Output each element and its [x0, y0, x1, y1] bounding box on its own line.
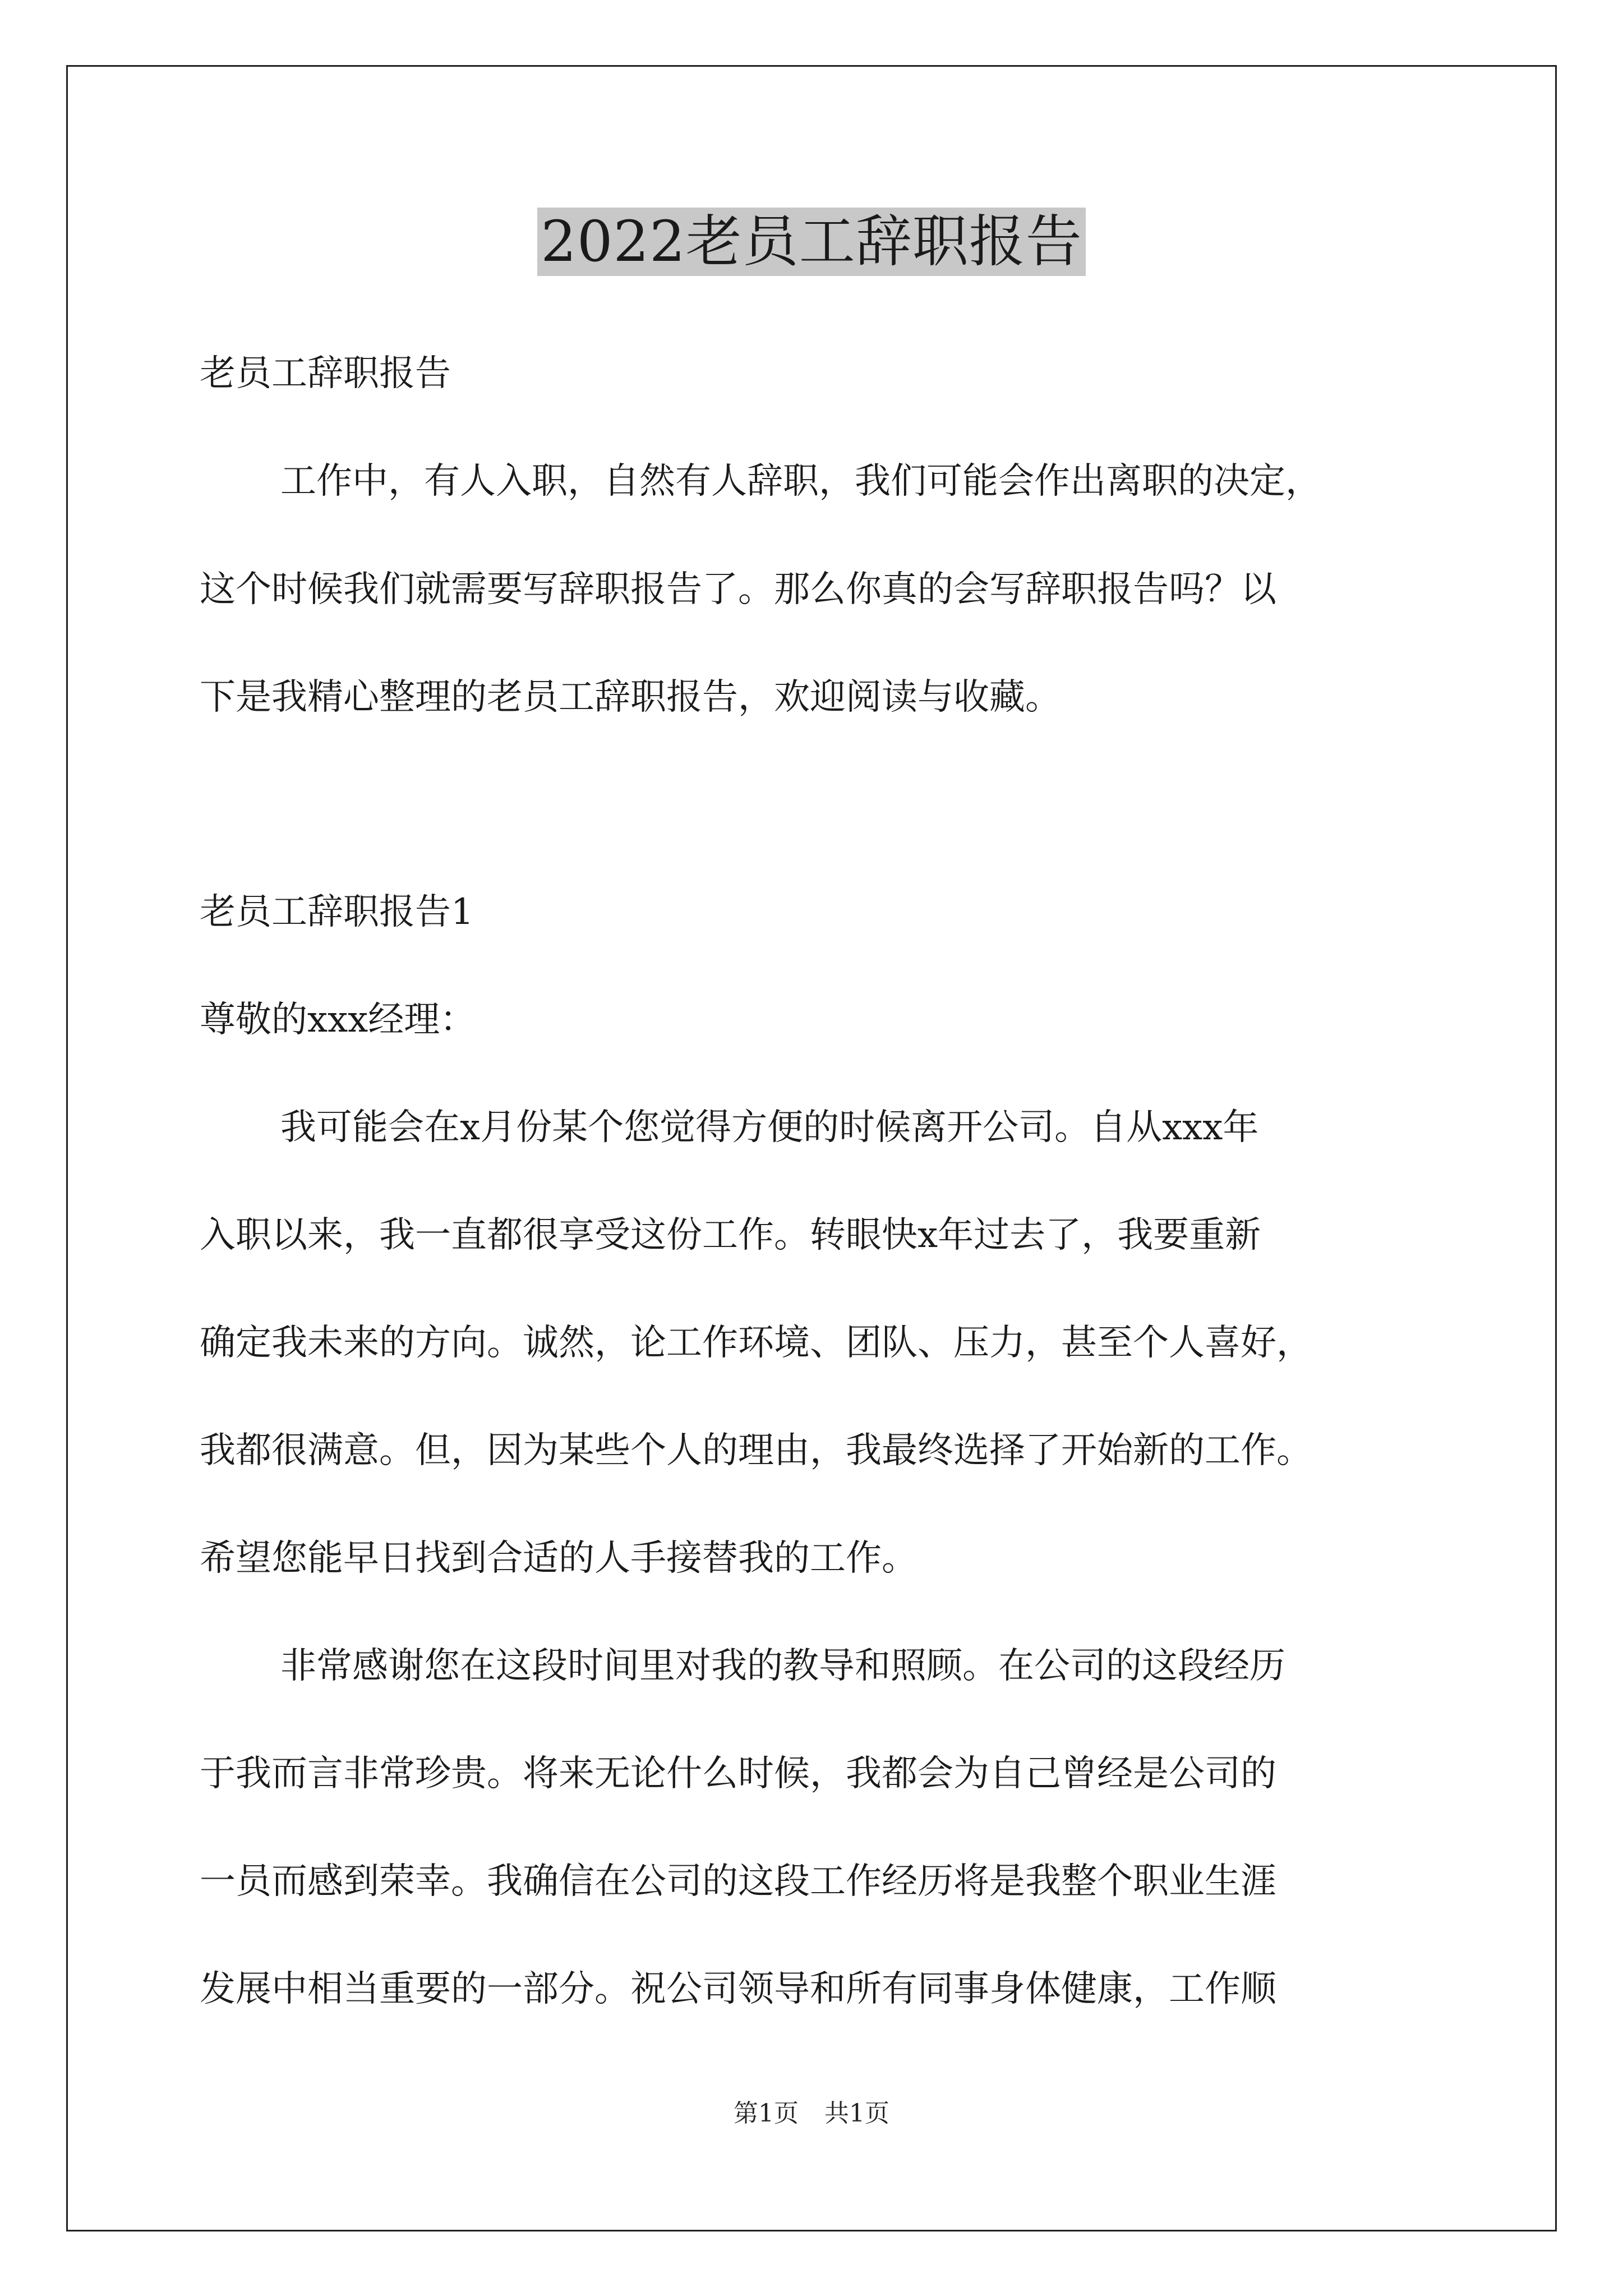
body-line: 一员而感到荣幸。我确信在公司的这段工作经历将是我整个职业生涯 — [200, 1861, 1276, 1902]
title-container — [0, 208, 1623, 276]
body-line: 下是我精心整理的老员工辞职报告，欢迎阅读与收藏。 — [200, 677, 1061, 718]
subtitle-line: 老员工辞职报告 — [200, 353, 451, 394]
page-number-current: 第1页 — [734, 2099, 799, 2128]
body-line: 非常感谢您在这段时间里对我的教导和照顾。在公司的这段经历 — [280, 1645, 1285, 1687]
body-line: 入职以来，我一直都很享受这份工作。转眼快x年过去了，我要重新 — [200, 1214, 1261, 1256]
body-line: 确定我未来的方向。诚然，论工作环境、团队、压力，甚至个人喜好， — [200, 1322, 1312, 1364]
body-line: 发展中相当重要的一部分。祝公司领导和所有同事身体健康，工作顺 — [200, 1968, 1276, 2010]
salutation-line: 尊敬的xxx经理： — [200, 999, 476, 1041]
body-line: 我可能会在x月份某个您觉得方便的时候离开公司。自从xxx年 — [280, 1107, 1259, 1148]
page-number-total: 共1页 — [824, 2099, 889, 2128]
document-title: 2022老员工辞职报告 — [537, 208, 1086, 276]
body-line: 希望您能早日找到合适的人手接替我的工作。 — [200, 1538, 917, 1579]
body-line: 这个时候我们就需要写辞职报告了。那么你真的会写辞职报告吗？以 — [200, 569, 1276, 610]
body-line: 于我而言非常珍贵。将来无论什么时候，我都会为自己曾经是公司的 — [200, 1753, 1276, 1795]
body-line: 我都很满意。但，因为某些个人的理由，我最终选择了开始新的工作。 — [200, 1430, 1312, 1471]
body-line: 工作中，有人入职，自然有人辞职，我们可能会作出离职的决定， — [280, 461, 1321, 502]
page-footer — [0, 2098, 1623, 2129]
section-heading: 老员工辞职报告1 — [200, 891, 474, 933]
